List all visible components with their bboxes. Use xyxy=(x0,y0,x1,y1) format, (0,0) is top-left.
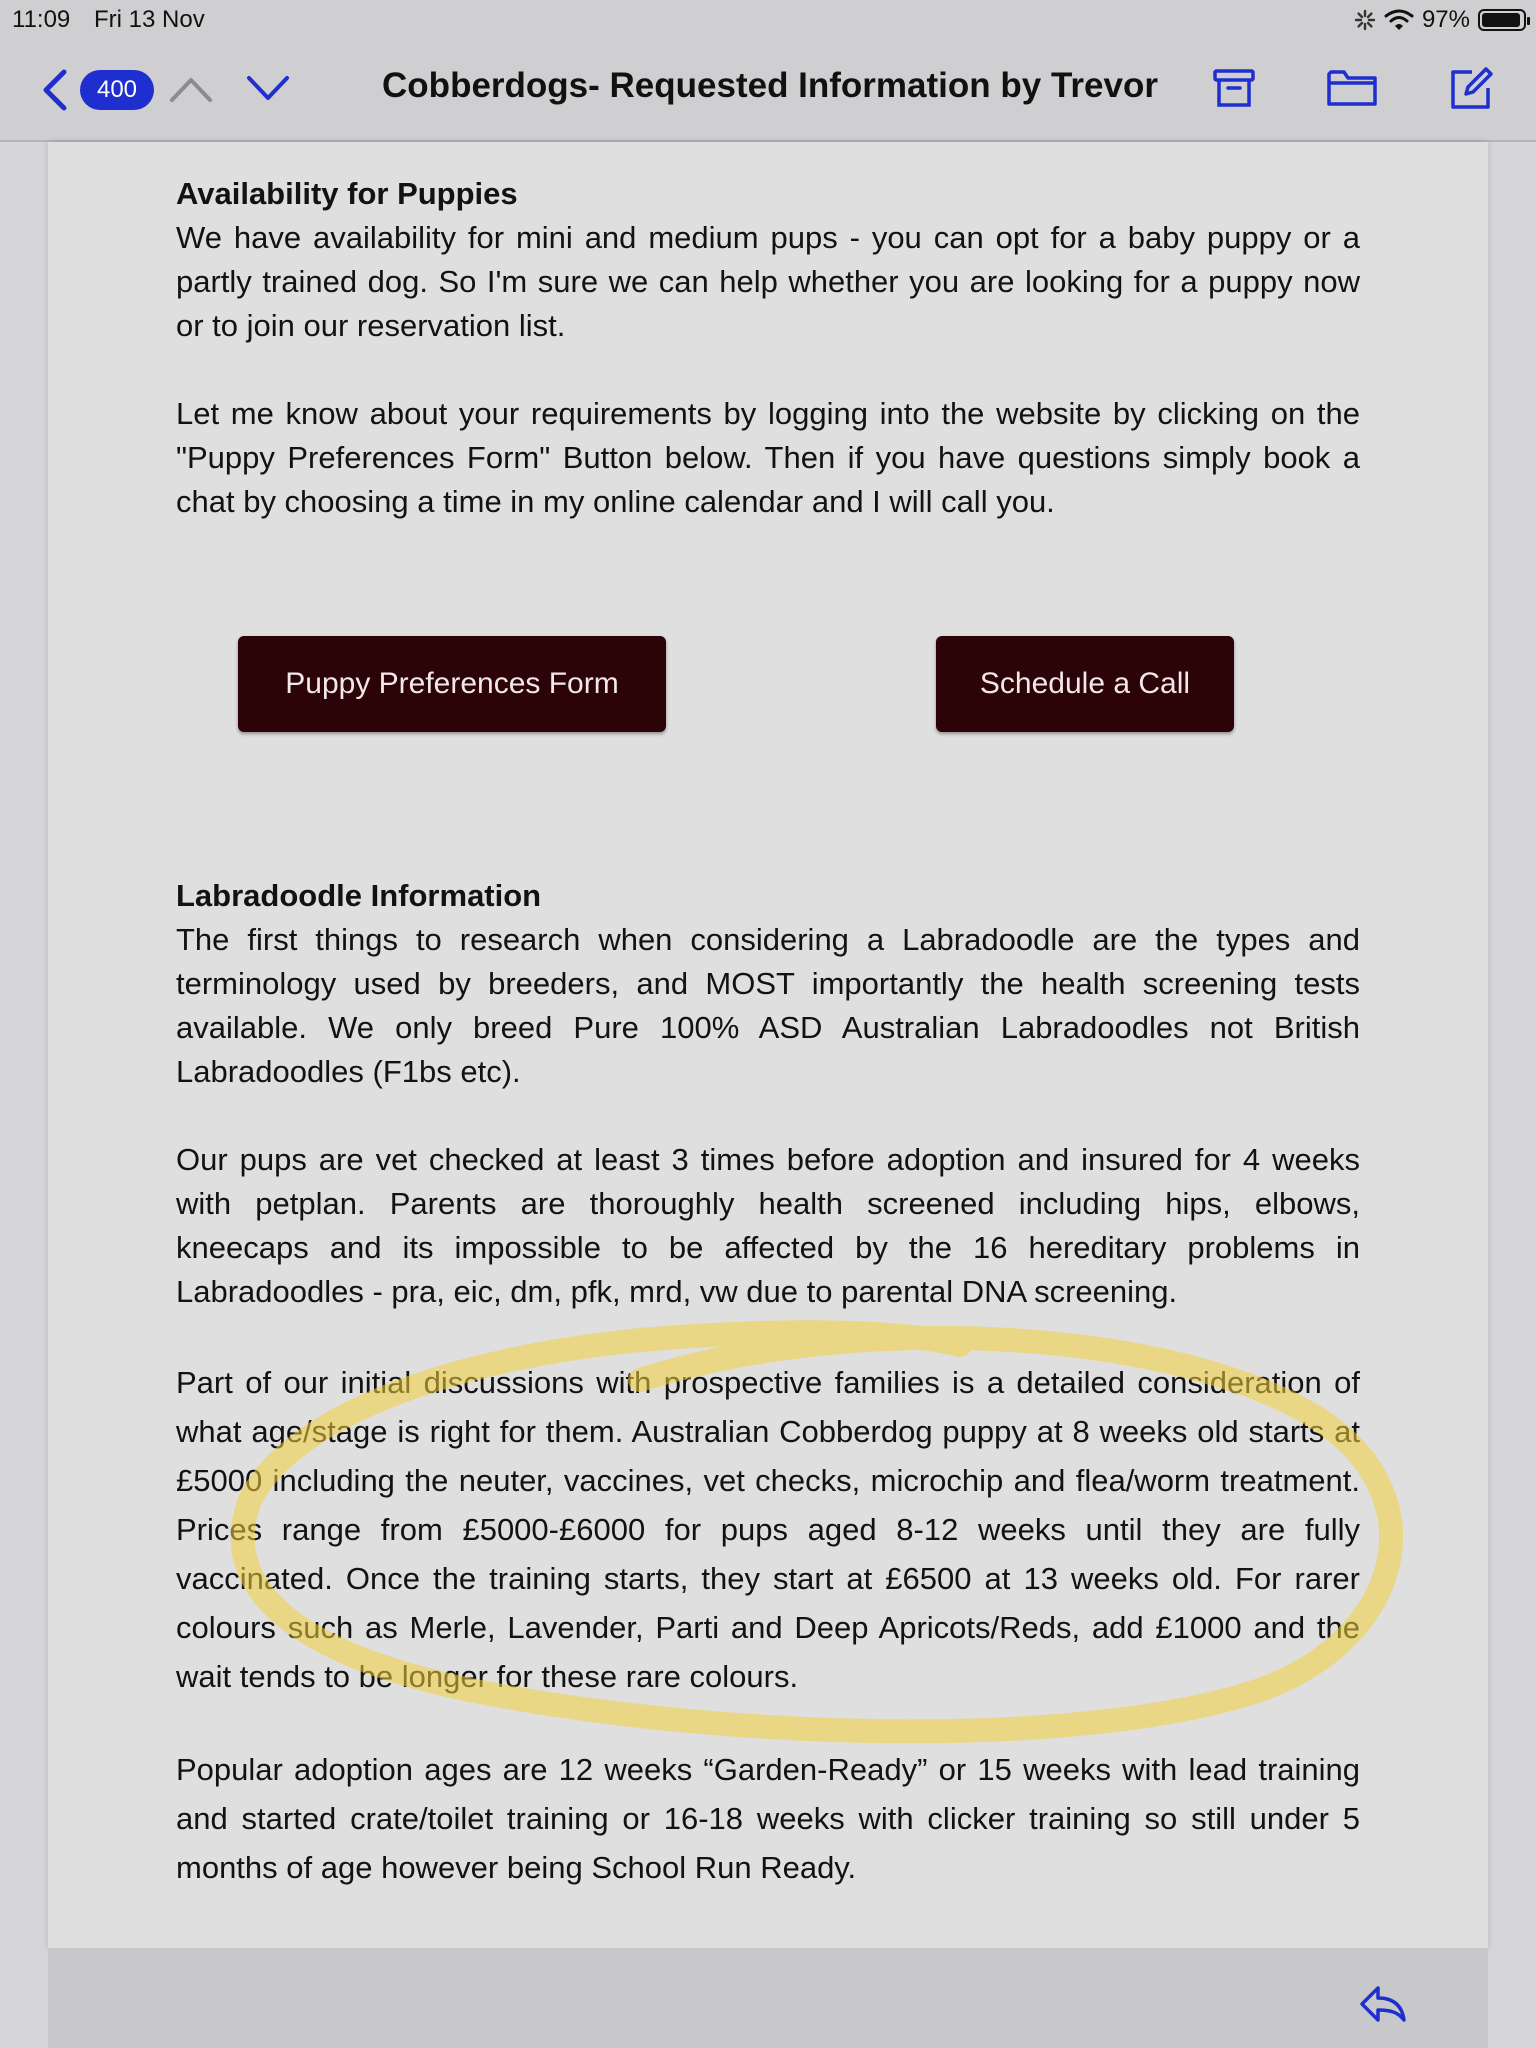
archive-icon[interactable] xyxy=(1212,66,1256,110)
status-date: Fri 13 Nov xyxy=(94,6,205,33)
status-time: 11:09 xyxy=(12,6,71,33)
unread-count-badge[interactable]: 400 xyxy=(80,70,154,110)
email-subject-title: Cobberdogs- Requested Information by Trevor xyxy=(382,66,1158,105)
schedule-a-call-button[interactable]: Schedule a Call xyxy=(936,636,1234,732)
bottom-toolbar xyxy=(48,1948,1488,2048)
battery-icon xyxy=(1478,9,1526,31)
previous-message-icon[interactable] xyxy=(168,74,214,104)
requirements-paragraph: Let me know about your requirements by logging into the website by clicking on the "Puppy Preferences Form" Button below. Then if you have questions simply book a chat by choosing a time in my online calendar and I will call you. xyxy=(176,396,1360,519)
back-chevron-icon[interactable] xyxy=(36,68,76,112)
status-bar xyxy=(0,0,1536,40)
activity-spinner-icon xyxy=(1354,9,1376,31)
email-body xyxy=(48,142,1488,1948)
mail-toolbar xyxy=(0,40,1536,142)
availability-paragraph: We have availability for mini and medium pups - you can opt for a baby puppy or a partly trained dog. So I'm sure we can help whether you are looking for a puppy now or to join our reservation list. xyxy=(176,220,1360,343)
folder-icon[interactable] xyxy=(1326,66,1378,110)
availability-heading: Availability for Puppies xyxy=(176,176,518,211)
labradoodle-types-paragraph: The first things to research when considering a Labradoodle are the types and terminology used by breeders, and MOST importantly the health screening tests available. We only breed Pure 100% ASD Australian Labradoodles not British Labradoodles (F1bs etc). xyxy=(176,922,1360,1089)
next-message-icon[interactable] xyxy=(245,74,291,104)
wifi-icon xyxy=(1384,9,1414,31)
email-content xyxy=(176,172,1360,1892)
puppy-preferences-form-button[interactable]: Puppy Preferences Form xyxy=(238,636,666,732)
reply-icon[interactable] xyxy=(1358,1984,1408,2024)
compose-icon[interactable] xyxy=(1448,66,1494,112)
adoption-ages-paragraph: Popular adoption ages are 12 weeks “Garden-Ready” or 15 weeks with lead training and started crate/toilet training or 16-18 weeks with clicker training so still under 5 months of age however being School Run Ready. xyxy=(176,1752,1360,1885)
health-screening-paragraph: Our pups are vet checked at least 3 times before adoption and insured for 4 weeks with petplan. Parents are thoroughly health screened including hips, elbows, kneecaps and its impossible to be affected by the 16 hereditary problems in Labradoodles - pra, eic, dm, pfk, mrd, vw due to parental DNA screening. xyxy=(176,1142,1360,1309)
labradoodle-heading: Labradoodle Information xyxy=(176,878,542,913)
pricing-paragraph: Part of our initial discussions with prospective families is a detailed consideration of what age/stage is right for them. Australian Cobberdog puppy at 8 weeks old starts at £5000 including the neuter, vaccines, vet checks, microchip and flea/worm treatment. Prices range from £5000-£6000 for pups aged 8-12 weeks until they are fully vaccinated. Once the training starts, they start at £6500 at 13 weeks old. For rarer colours such as Merle, Lavender, Parti and Deep Apricots/Reds, add £1000 and the wait tends to be longer for these rare colours. xyxy=(176,1365,1360,1694)
battery-percent: 97% xyxy=(1421,6,1470,33)
status-indicators xyxy=(1354,6,1526,34)
